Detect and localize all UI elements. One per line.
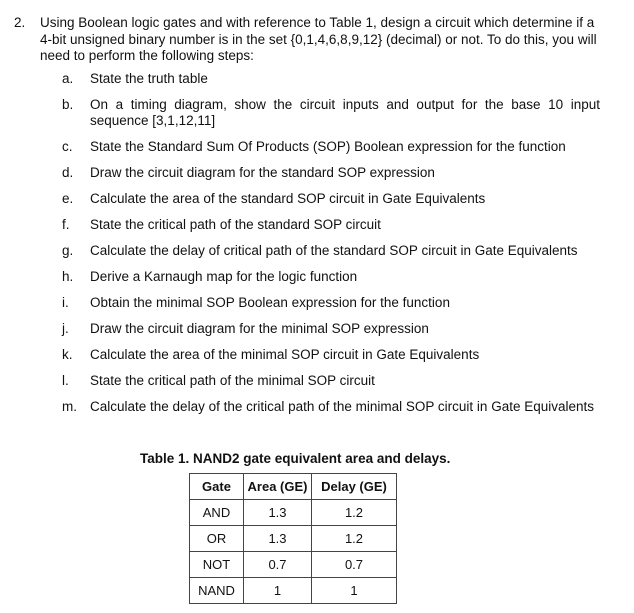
column-header: Gate — [190, 474, 244, 500]
step-text: Calculate the area of the standard SOP circuit in Gate Equivalents — [90, 191, 486, 206]
table-cell: AND — [190, 500, 244, 526]
step-text: Calculate the delay of critical path of the standard SOP circuit in Gate Equivalents — [90, 243, 578, 258]
step-letter: a. — [62, 71, 74, 86]
step-text: Derive a Karnaugh map for the logic function — [90, 269, 358, 284]
step-letter: e. — [62, 191, 74, 206]
table-cell: 1.2 — [312, 500, 397, 526]
gate-equivalent-table — [189, 473, 397, 604]
step-letter: c. — [62, 139, 73, 154]
question-number: 2. — [14, 15, 26, 30]
table-cell: 0.7 — [312, 552, 397, 578]
table-cell: NOT — [190, 552, 244, 578]
table-row — [190, 552, 397, 578]
step-letter: l. — [62, 373, 69, 388]
step-text: State the critical path of the minimal SOP circuit — [90, 373, 375, 388]
table-cell: 1.3 — [244, 526, 312, 552]
step-text: Draw the circuit diagram for the standard SOP expression — [90, 165, 435, 180]
step-text: On a timing diagram, show the circuit inputs and output for the base 10 input sequence [3,1,12,11] — [90, 97, 600, 128]
step-text: State the truth table — [90, 71, 208, 86]
column-header: Delay (GE) — [312, 474, 397, 500]
step-letter: j. — [62, 321, 69, 336]
table-cell: 1 — [312, 578, 397, 604]
column-header: Area (GE) — [244, 474, 312, 500]
step-letter: k. — [62, 347, 73, 362]
step-text: State the Standard Sum Of Products (SOP) Boolean expression for the function — [90, 139, 566, 154]
table-cell: OR — [190, 526, 244, 552]
table-row — [190, 526, 397, 552]
step-text: Calculate the delay of the critical path of the minimal SOP circuit in Gate Equivalents — [90, 399, 595, 414]
step-letter: m. — [62, 399, 77, 414]
step-letter: b. — [62, 97, 74, 112]
table-header-row — [190, 474, 397, 500]
table-row — [190, 578, 397, 604]
question-intro: Using Boolean logic gates and with reference to Table 1, design a circuit which determine if a 4-bit unsigned binary number is in the set {0,1,4,6,8,9,12} (decimal) or not. To do this, you will need to perform the following steps: — [40, 15, 597, 63]
table-cell: 1 — [244, 578, 312, 604]
step-text: Obtain the minimal SOP Boolean expression for the function — [90, 295, 450, 310]
step-text: State the critical path of the standard SOP circuit — [90, 217, 381, 232]
step-letter: g. — [62, 243, 74, 258]
table-cell: 1.3 — [244, 500, 312, 526]
table-cell: 1.2 — [312, 526, 397, 552]
step-text: Draw the circuit diagram for the minimal SOP expression — [90, 321, 429, 336]
step-letter: f. — [62, 217, 70, 232]
step-letter: h. — [62, 269, 74, 284]
table-cell: 0.7 — [244, 552, 312, 578]
table-caption: Table 1. NAND2 gate equivalent area and delays. — [140, 451, 451, 466]
table-cell: NAND — [190, 578, 244, 604]
step-letter: d. — [62, 165, 74, 180]
step-letter: i. — [62, 295, 69, 310]
table-row — [190, 500, 397, 526]
step-text: Calculate the area of the minimal SOP circuit in Gate Equivalents — [90, 347, 480, 362]
